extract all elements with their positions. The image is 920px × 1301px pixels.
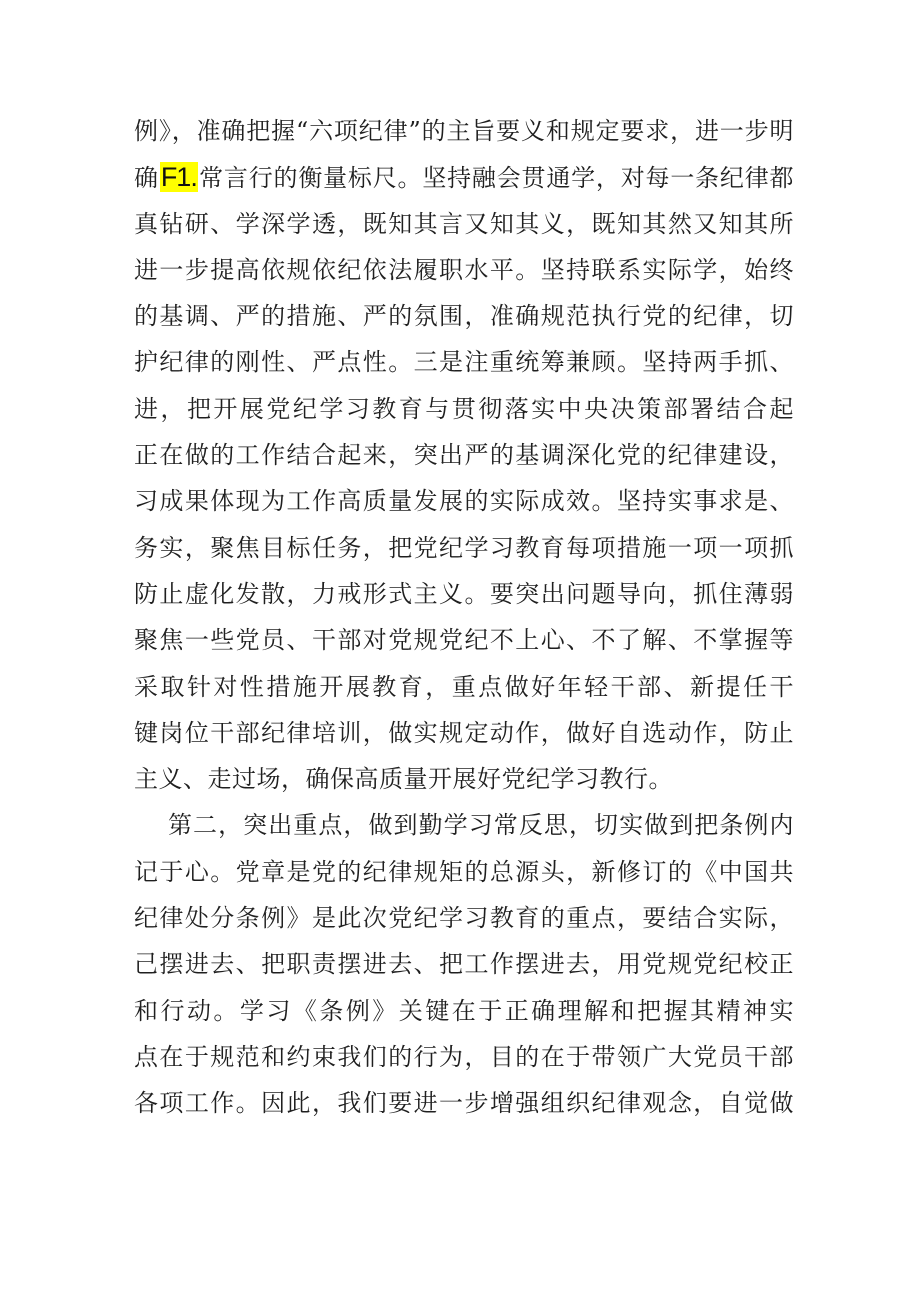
document-body xyxy=(134,108,794,1127)
text-line-16: 第二，突出重点，做到勤学习常反思，切实做到把条例内 xyxy=(168,811,794,840)
text-line-20: 和行动。学习《条例》关键在于正确理解和把握其精神实 xyxy=(134,996,794,1025)
text-line-10: 务实，聚焦目标任务，把党纪学习教育每项措施一项一项抓 xyxy=(134,533,794,562)
text-line-11: 防止虚化发散，力戒形式主义。要突出问题导向，抓住薄弱 xyxy=(134,579,794,608)
text-line-22: 各项工作。因此，我们要进一步增强组织纪律观念，自觉做 xyxy=(134,1089,794,1118)
text-line-14: 键岗位干部纪律培训，做实规定动作，做好自选动作，防止 xyxy=(134,718,794,747)
highlighted-marker: F1. xyxy=(160,162,197,193)
text-line-9: 习成果体现为工作高质量发展的实际成效。坚持实事求是、 xyxy=(134,487,794,516)
text-line-13: 采取针对性措施开展教育，重点做好年轻干部、新提任干 xyxy=(134,672,794,701)
text-line-2 xyxy=(134,154,794,200)
text-line-21: 点在于规范和约束我们的行为，目的在于带领广大党员干部 xyxy=(134,1042,794,1071)
text-line-17: 记于心。党章是党的纪律规矩的总源头，新修订的《中国共 xyxy=(134,857,794,886)
text-line-12: 聚焦一些党员、干部对党规党纪不上心、不了解、不掌握等 xyxy=(134,626,794,655)
text-line-8: 正在做的工作结合起来，突出严的基调深化党的纪律建设， xyxy=(134,441,794,470)
text-line-7: 进，把开展党纪学习教育与贯彻落实中央决策部署结合起 xyxy=(134,394,794,423)
line-2-text: 常言行的衡量标尺。坚持融会贯通学，对每一条纪律都 xyxy=(198,164,794,193)
text-line-1: 例》，准确把握“六项纪律”的主旨要义和规定要求，进一步明 xyxy=(134,117,794,145)
line-2-prefix: 确 xyxy=(134,164,159,193)
text-line-19: 己摆进去、把职责摆进去、把工作摆进去，用党规党纪校正 xyxy=(134,950,794,979)
text-line-15: 主义、走过场，确保高质量开展好党纪学习教行。 xyxy=(134,765,673,794)
text-line-18: 纪律处分条例》是此次党纪学习教育的重点，要结合实际， xyxy=(134,904,794,933)
text-line-3: 真钻研、学深学透，既知其言又知其义，既知其然又知其所 xyxy=(134,209,794,238)
text-line-4: 进一步提高依规依纪依法履职水平。坚持联系实际学，始终 xyxy=(134,255,794,284)
text-line-6: 护纪律的刚性、严点性。三是注重统筹兼顾。坚持两手抓、 xyxy=(134,348,794,377)
text-line-5: 的基调、严的措施、严的氛围，准确规范执行党的纪律，切 xyxy=(134,302,794,331)
